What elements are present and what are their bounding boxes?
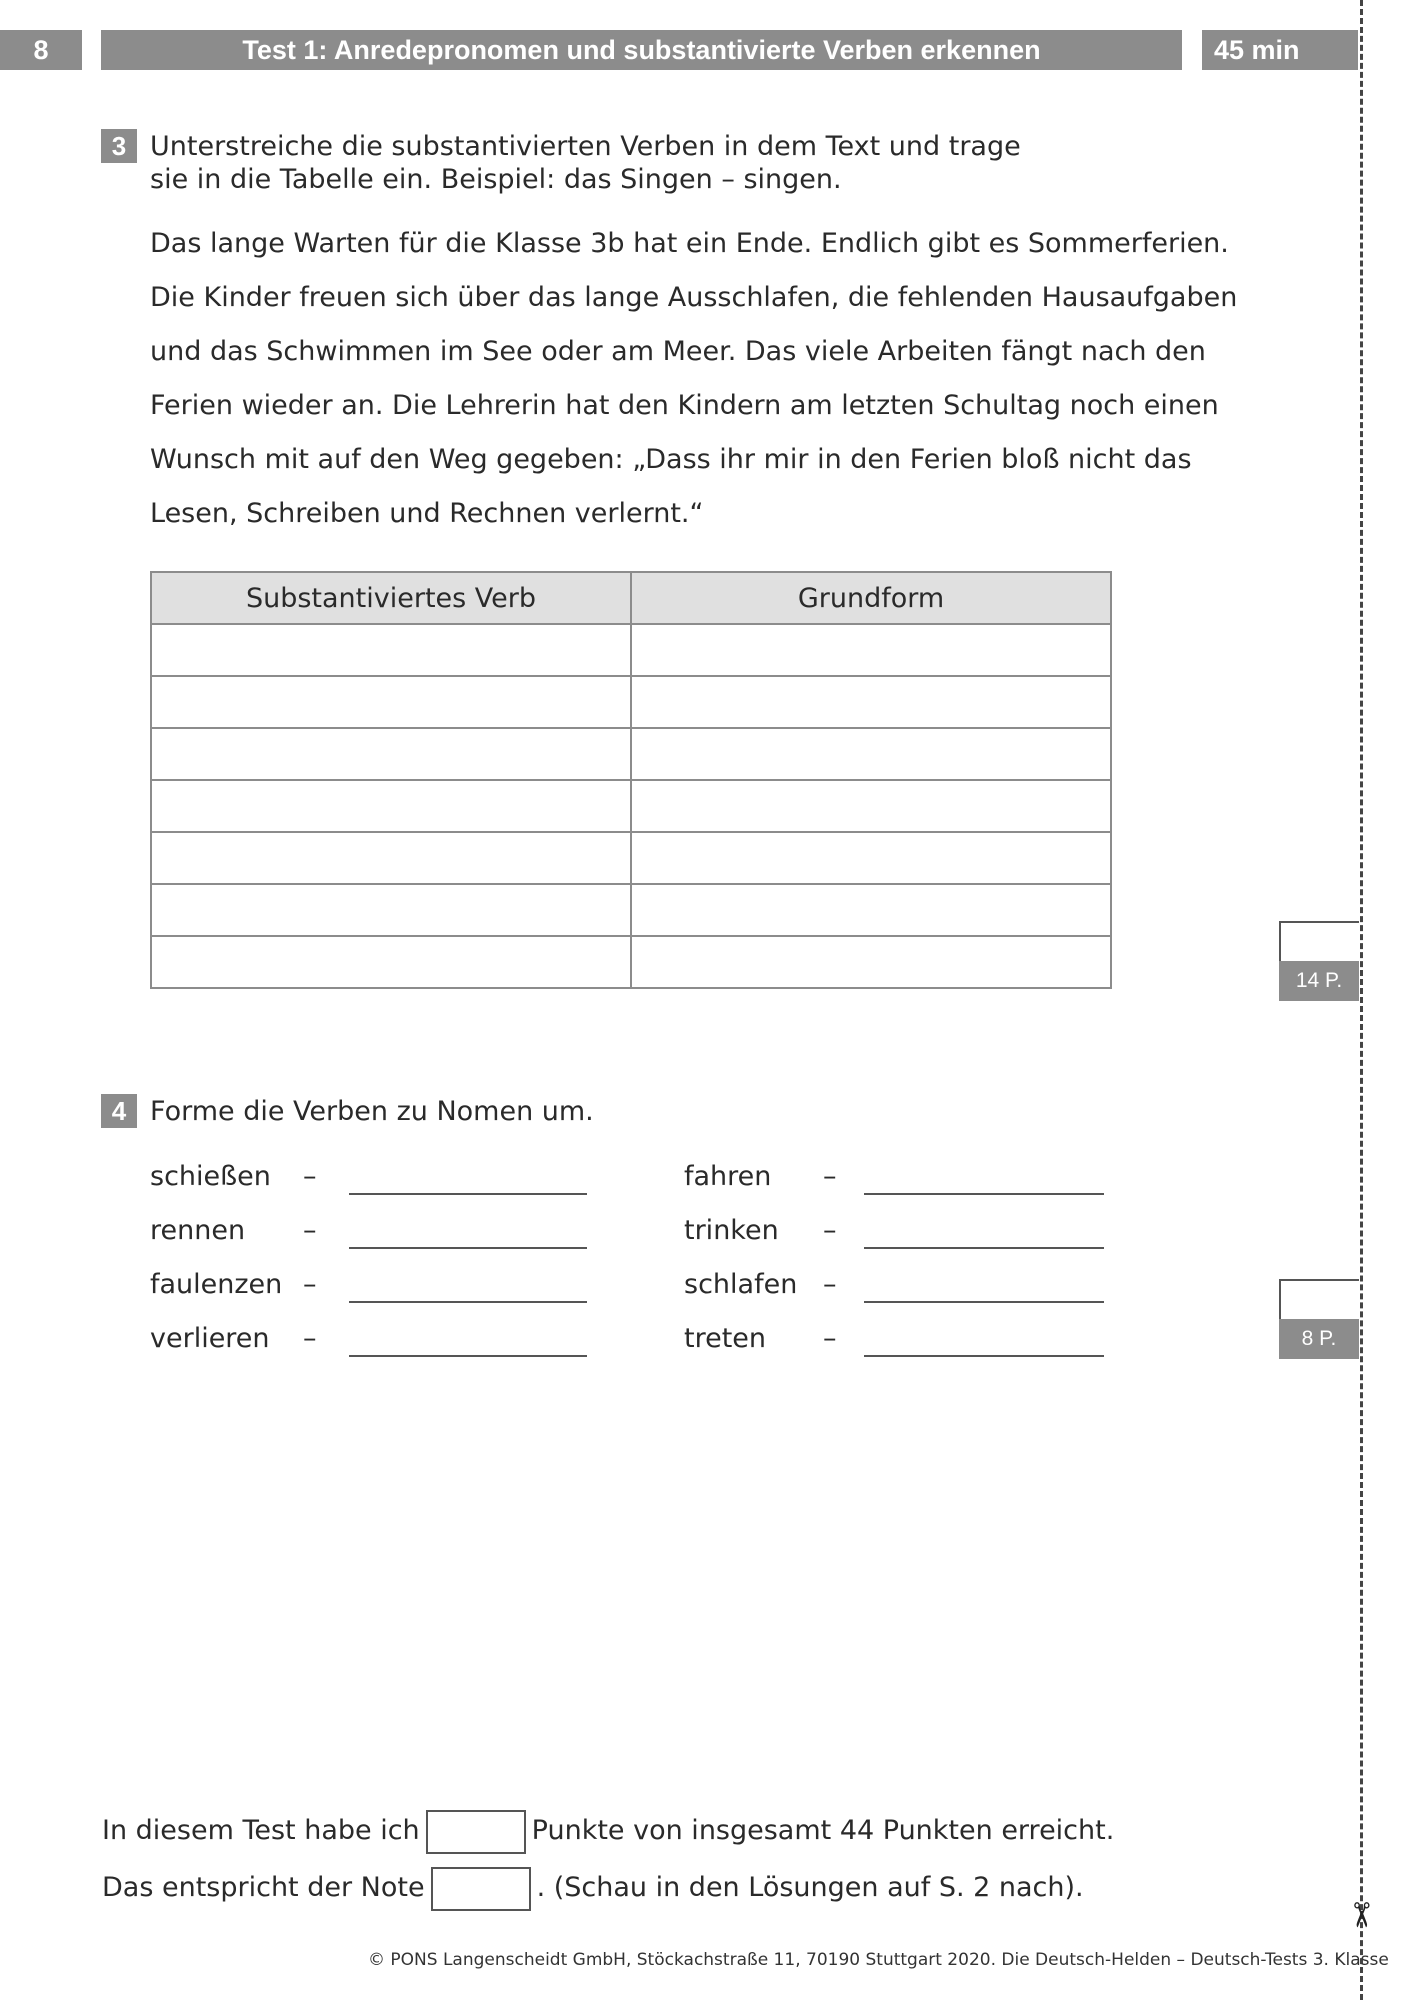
cut-line xyxy=(1360,0,1363,2000)
answer-cell[interactable] xyxy=(631,728,1111,780)
answer-line[interactable] xyxy=(864,1247,1104,1249)
grade-box[interactable] xyxy=(431,1867,531,1911)
answer-cell[interactable] xyxy=(631,936,1111,988)
result-points-prefix: In diesem Test habe ich xyxy=(102,1815,420,1846)
text-line: und das Schwimmen im See oder am Meer. Das viele Arbeiten fängt nach den xyxy=(150,336,1206,367)
table-row xyxy=(151,676,1111,728)
table-row xyxy=(151,728,1111,780)
text-line: Die Kinder freuen sich über das lange Ausschlafen, die fehlenden Hausaufgaben xyxy=(150,282,1238,313)
dash: – xyxy=(303,1215,317,1246)
scissors-icon: ✂ xyxy=(1340,1900,1381,1930)
verb-item: treten xyxy=(684,1323,767,1354)
task-4-instruction: Forme die Verben zu Nomen um. xyxy=(150,1096,594,1127)
verb-item: faulenzen xyxy=(150,1269,283,1300)
page-number: 8 xyxy=(0,30,82,70)
dash: – xyxy=(303,1323,317,1354)
answer-cell[interactable] xyxy=(151,624,631,676)
task-3-points-label: 14 P. xyxy=(1279,961,1359,1001)
test-title: Test 1: Anredepronomen und substantivierte Verben erkennen xyxy=(101,30,1182,70)
task-4-score-box[interactable] xyxy=(1279,1279,1359,1321)
result-line-grade xyxy=(102,1864,1084,1912)
answer-cell[interactable] xyxy=(151,728,631,780)
answer-line[interactable] xyxy=(349,1193,587,1195)
verb-table xyxy=(150,571,1112,989)
table-row xyxy=(151,936,1111,988)
column-header-grundform: Grundform xyxy=(631,572,1111,624)
answer-line[interactable] xyxy=(864,1301,1104,1303)
test-duration: 45 min xyxy=(1202,30,1358,70)
task-4-points-label: 8 P. xyxy=(1279,1319,1359,1359)
dash: – xyxy=(823,1269,837,1300)
answer-cell[interactable] xyxy=(151,780,631,832)
points-total-box[interactable] xyxy=(426,1810,526,1854)
task-3-text xyxy=(150,217,1238,541)
dash: – xyxy=(303,1269,317,1300)
answer-cell[interactable] xyxy=(151,884,631,936)
verb-item: schießen xyxy=(150,1161,271,1192)
task-3-score-box[interactable] xyxy=(1279,921,1359,963)
answer-cell[interactable] xyxy=(631,624,1111,676)
verb-item: verlieren xyxy=(150,1323,270,1354)
text-line: Wunsch mit auf den Weg gegeben: „Dass ihr mir in den Ferien bloß nicht das xyxy=(150,444,1192,475)
text-line: Lesen, Schreiben und Rechnen verlernt.“ xyxy=(150,498,704,529)
dash: – xyxy=(303,1161,317,1192)
table-row xyxy=(151,624,1111,676)
text-line: Ferien wieder an. Die Lehrerin hat den Kindern am letzten Schultag noch einen xyxy=(150,390,1219,421)
answer-cell[interactable] xyxy=(151,832,631,884)
copyright-footer: © PONS Langenscheidt GmbH, Stöckachstraße 11, 70190 Stuttgart 2020. Die Deutsch-Helden – Deutsch-Tests 3. Klasse xyxy=(368,1950,1389,1970)
verb-item: rennen xyxy=(150,1215,246,1246)
answer-line[interactable] xyxy=(349,1301,587,1303)
answer-cell[interactable] xyxy=(151,676,631,728)
result-grade-prefix: Das entspricht der Note xyxy=(102,1872,425,1903)
answer-cell[interactable] xyxy=(151,936,631,988)
answer-cell[interactable] xyxy=(631,832,1111,884)
answer-line[interactable] xyxy=(349,1355,587,1357)
result-grade-suffix: . (Schau in den Lösungen auf S. 2 nach). xyxy=(536,1872,1084,1903)
answer-cell[interactable] xyxy=(631,676,1111,728)
verb-item: schlafen xyxy=(684,1269,798,1300)
column-header-substantiviertes-verb: Substantiviertes Verb xyxy=(151,572,631,624)
answer-line[interactable] xyxy=(349,1247,587,1249)
verb-item: trinken xyxy=(684,1215,779,1246)
task-4-number: 4 xyxy=(101,1094,137,1128)
answer-line[interactable] xyxy=(864,1355,1104,1357)
task-3-number: 3 xyxy=(101,129,137,163)
table-row xyxy=(151,780,1111,832)
verb-item: fahren xyxy=(684,1161,772,1192)
result-line-points xyxy=(102,1807,1114,1855)
task-3-instruction-line-1: Unterstreiche die substantivierten Verben in dem Text und trage xyxy=(150,131,1021,162)
answer-line[interactable] xyxy=(864,1193,1104,1195)
dash: – xyxy=(823,1323,837,1354)
dash: – xyxy=(823,1215,837,1246)
answer-cell[interactable] xyxy=(631,780,1111,832)
dash: – xyxy=(823,1161,837,1192)
table-row xyxy=(151,884,1111,936)
table-row xyxy=(151,832,1111,884)
text-line: Das lange Warten für die Klasse 3b hat ein Ende. Endlich gibt es Sommerferien. xyxy=(150,228,1229,259)
answer-cell[interactable] xyxy=(631,884,1111,936)
result-points-suffix: Punkte von insgesamt 44 Punkten erreicht. xyxy=(531,1815,1115,1846)
task-3-instruction-line-2: sie in die Tabelle ein. Beispiel: das Singen – singen. xyxy=(150,164,842,195)
